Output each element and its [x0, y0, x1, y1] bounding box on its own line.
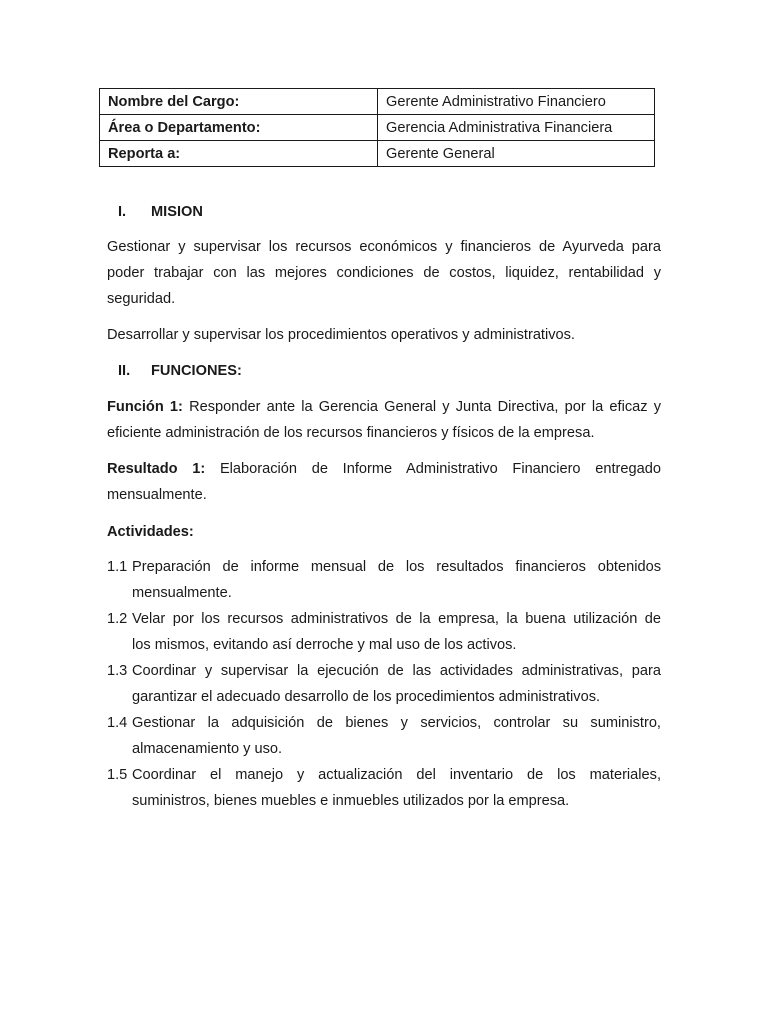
mision-title: MISION — [151, 204, 203, 220]
mision-number: I. — [118, 204, 127, 220]
paragraph-line: Coordinar y supervisar la ejecución de las actividades administrativas, para — [132, 663, 661, 679]
paragraph-line: seguridad. — [107, 291, 176, 307]
activity-number: 1.2 — [107, 611, 128, 627]
reports-to-value: Gerente General — [378, 141, 655, 167]
paragraph-line: mensualmente. — [132, 585, 232, 601]
paragraph-line: Gestionar y supervisar los recursos económicos y financieros de Ayurveda para — [107, 239, 661, 255]
department-label: Área o Departamento: — [100, 115, 378, 141]
funcion-text: Responder ante la Gerencia General y Junta Directiva, por la eficaz y — [182, 399, 661, 415]
funcion-1-paragraph — [107, 394, 661, 446]
paragraph-line: mensualmente. — [107, 487, 207, 503]
paragraph-line: Desarrollar y supervisar los procedimientos operativos y administrativos. — [107, 327, 575, 343]
activity-number: 1.4 — [107, 715, 128, 731]
paragraph-line: Gestionar la adquisición de bienes y servicios, controlar su suministro, — [132, 715, 661, 731]
paragraph-line: almacenamiento y uso. — [132, 741, 283, 757]
paragraph-line: eficiente administración de los recursos financieros y físicos de la empresa. — [107, 425, 595, 441]
mision-paragraph-1 — [107, 234, 661, 312]
activity-number: 1.3 — [107, 663, 128, 679]
actividades-heading: Actividades: — [107, 524, 194, 540]
activity-number: 1.5 — [107, 767, 128, 783]
paragraph-line: Preparación de informe mensual de los resultados financieros obtenidos — [132, 559, 661, 575]
mision-paragraph-2 — [107, 322, 661, 348]
activity-text — [132, 658, 661, 710]
list-item — [107, 658, 661, 710]
resultado-1-paragraph — [107, 456, 661, 508]
activity-number: 1.1 — [107, 559, 128, 575]
resultado-label: Resultado 1: — [107, 461, 206, 477]
paragraph-line: los mismos, evitando así derroche y mal uso de los activos. — [132, 637, 517, 653]
list-item — [107, 762, 661, 814]
job-title-value: Gerente Administrativo Financiero — [378, 89, 655, 115]
department-value: Gerencia Administrativa Financiera — [378, 115, 655, 141]
table-row — [100, 115, 655, 141]
list-item — [107, 710, 661, 762]
table-row — [100, 89, 655, 115]
funciones-number: II. — [118, 363, 131, 379]
list-item — [107, 606, 661, 658]
paragraph-line: poder trabajar con las mejores condiciones de costos, liquidez, rentabilidad y — [107, 265, 661, 281]
funcion-label: Función 1: — [107, 399, 183, 415]
funciones-heading — [118, 361, 242, 381]
list-item — [107, 554, 661, 606]
job-info-table — [99, 88, 655, 167]
funciones-title: FUNCIONES: — [151, 363, 242, 379]
activity-text — [132, 554, 661, 606]
activity-text — [132, 606, 661, 658]
activity-text — [132, 762, 661, 814]
paragraph-line: Velar por los recursos administrativos de la empresa, la buena utilización de — [132, 611, 661, 627]
paragraph-line — [107, 394, 661, 420]
mision-heading — [118, 202, 203, 222]
paragraph-line — [107, 456, 661, 482]
resultado-text: Elaboración de Informe Administrativo Financiero entregado — [205, 461, 661, 477]
paragraph-line: garantizar el adecuado desarrollo de los procedimientos administrativos. — [132, 689, 601, 705]
reports-to-label: Reporta a: — [100, 141, 378, 167]
paragraph-line: Coordinar el manejo y actualización del inventario de los materiales, — [132, 767, 661, 783]
job-title-label: Nombre del Cargo: — [100, 89, 378, 115]
table-row — [100, 141, 655, 167]
paragraph-line: suministros, bienes muebles e inmuebles utilizados por la empresa. — [132, 793, 570, 809]
activity-text — [132, 710, 661, 762]
